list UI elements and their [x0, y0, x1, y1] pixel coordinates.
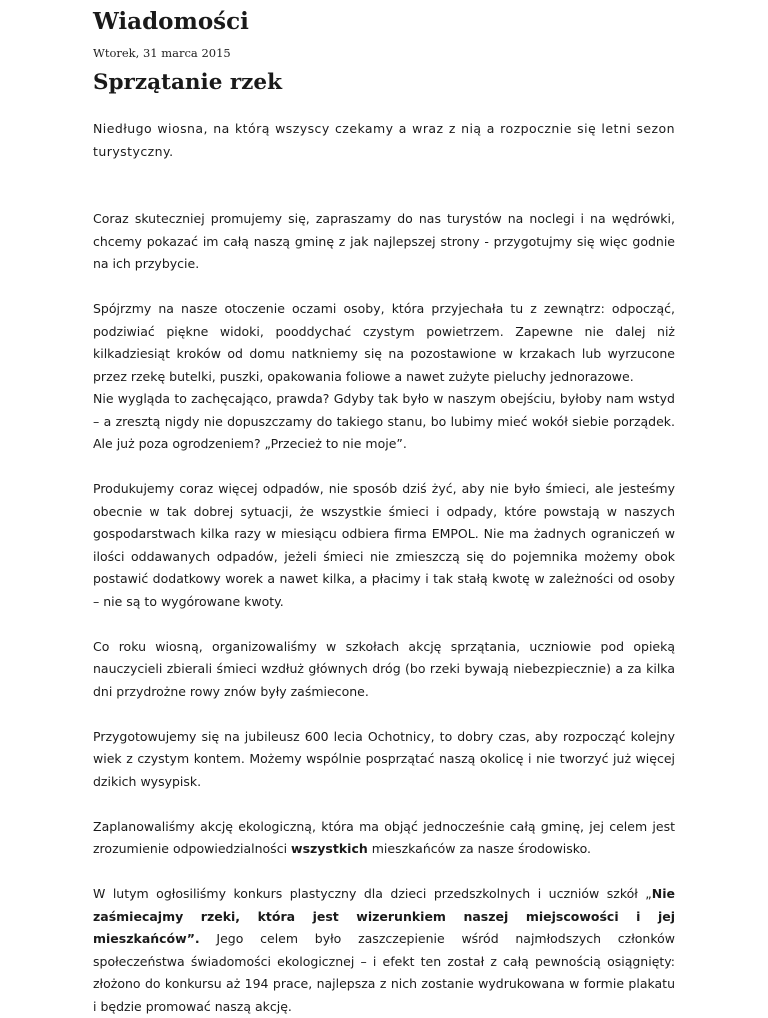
- site-title[interactable]: Wiadomości: [93, 8, 249, 35]
- paragraph-jubilee: Przygotowujemy się na jubileusz 600 lecia Ochotnicy, to dobry czas, aby rozpocząć kolejny wiek z czystym kontem. Możemy wspólnie posprzątać naszą okolicę i nie tworzyć już więcej dzikich wysypisk.: [93, 728, 675, 789]
- paragraph-surroundings: Spójrzmy na nasze otoczenie oczami osoby, która przyjechała tu z zewnątrz: odpocząć, podziwiać piękne widoki, pooddychać czystym powietrzem. Zapewne nie dalej niż kilkadziesiąt kroków od domu natkniemy się na pozostawione w krzakach lub wyrzucone przez rzekę butelki, puszki, opakowania foliowe a nawet zużyte pieluchy jednorazowe.: [93, 301, 675, 384]
- paragraph-waste: Produkujemy coraz więcej odpadów, nie sposób dziś żyć, aby nie było śmieci, ale jesteśmy obecnie w tak dobrej sytuacji, że wszystkie śmieci i odpady, które powstają w naszych gospodarstwach kilka razy w miesiącu odbiera firma EMPOL. Nie ma żadnych ograniczeń w ilości oddawanych odpadów, jeżeli śmieci nie zmieszczą się do pojemnika możemy obok postawić dodatkowy worek a nawet kilka, a płacimy i tak stałą kwotę w zależności od osoby – nie są to wygórowane kwoty.: [93, 481, 675, 609]
- paragraph-intro: Niedługo wiosna, na którą wszyscy czekamy a wraz z nią a rozpocznie się letni sezon turystyczny.: [93, 121, 675, 159]
- post-title[interactable]: Sprzątanie rzek: [93, 70, 282, 95]
- paragraph-shame: Nie wygląda to zachęcająco, prawda? Gdyby tak było w naszym obejściu, byłoby nam wstyd – a zresztą nigdy nie dopuszczamy do takiego stanu, bo lubimy mieć wokół siebie porządek. Ale już poza ogrodzeniem? „Przecież to nie moje”.: [93, 391, 675, 451]
- contest-text-start: W lutym ogłosiliśmy konkurs plastyczny dla dzieci przedszkolnych i uczniów szkół „: [93, 886, 652, 901]
- contest-text-end: Jego celem było zaszczepienie wśród najmłodszych członków społeczeństwa świadomości ekologicznej – i efekt ten został z całą pewnością osiągnięty: złożono do konkursu aż 194 prace, najlepsza z nich zostanie wydrukowana w formie plakatu i będzie promować naszą akcję.: [93, 931, 675, 1014]
- paragraph-school-cleanup: Co roku wiosną, organizowaliśmy w szkołach akcję sprzątania, uczniowie pod opieką nauczycieli zbierali śmieci wzdłuż głównych dróg (bo rzeki bywają niebezpiecznie) a za kilka dni przydrożne rowy znów były zaśmiecone.: [93, 638, 675, 699]
- post-body: [93, 118, 675, 1018]
- paragraph-art-contest: [93, 883, 675, 1018]
- paragraph-eco-action: [93, 816, 675, 861]
- eco-action-text-start: Zaplanowaliśmy akcję ekologiczną, która ma objąć jednocześnie całą gminę, jej celem jest zrozumienie odpowiedzialności: [93, 818, 675, 856]
- eco-action-emphasis: wszystkich: [291, 841, 368, 856]
- paragraph-promotion: Coraz skuteczniej promujemy się, zapraszamy do nas turystów na noclegi i na wędrówki, chcemy pokazać im całą naszą gminę z jak najlepszej strony - przygotujmy się więc godnie na ich przybycie.: [93, 211, 675, 271]
- contest-slogan: Nie zaśmiecajmy rzeki, która jest wizerunkiem naszej miejscowości i jej mieszkańców”.: [93, 886, 675, 946]
- post-date: Wtorek, 31 marca 2015: [93, 46, 231, 60]
- eco-action-text-end: mieszkańców za nasze środowisko.: [367, 841, 591, 856]
